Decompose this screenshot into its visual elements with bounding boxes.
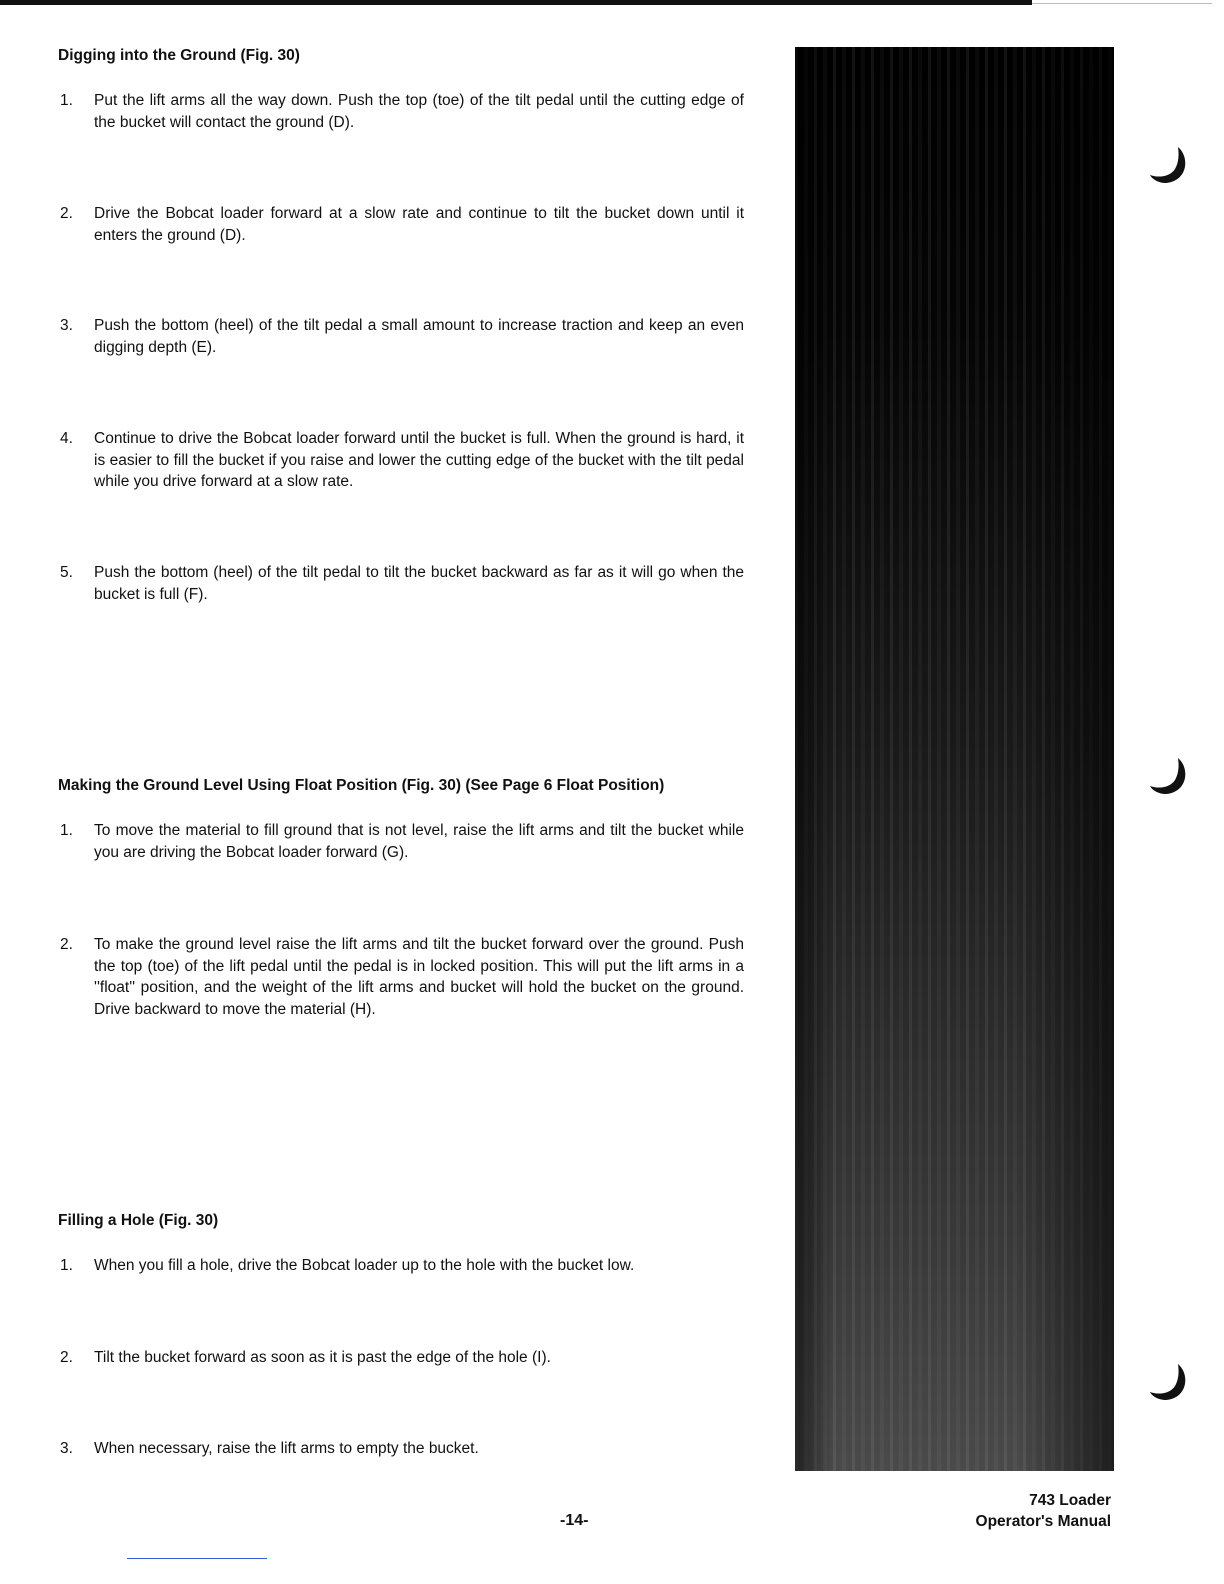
item-text: When you fill a hole, drive the Bobcat loader up to the hole with the bucket low. bbox=[94, 1257, 635, 1274]
bottom-rule bbox=[127, 1558, 267, 1559]
item-number: 2. bbox=[60, 936, 73, 953]
item-number: 2. bbox=[60, 1349, 73, 1366]
footer-manual-title bbox=[976, 1490, 1111, 1532]
page-number: -14- bbox=[560, 1512, 589, 1529]
top-rule-extension bbox=[1032, 3, 1212, 4]
item-text: Put the lift arms all the way down. Push the top (toe) of the tilt pedal until the cutting edge of the bucket will contact the ground (D). bbox=[94, 92, 744, 131]
item-number: 1. bbox=[60, 822, 73, 839]
list-item bbox=[58, 1438, 744, 1460]
section-filling-hole bbox=[58, 1212, 748, 1230]
section-heading: Filling a Hole (Fig. 30) bbox=[58, 1212, 219, 1229]
item-number: 3. bbox=[60, 1440, 73, 1457]
footer-model: 743 Loader bbox=[1029, 1492, 1111, 1509]
item-text: Tilt the bucket forward as soon as it is past the edge of the hole (I). bbox=[94, 1349, 551, 1366]
item-number: 5. bbox=[60, 564, 73, 581]
item-text: To make the ground level raise the lift arms and tilt the bucket forward over the ground. Push the top (toe) of the lift pedal until the pedal is in locked position. This will put the lift arms in a ''float'' position, and the weight of the lift arms and bucket will hold the bucket on the ground. Drive backward to move the material (H). bbox=[94, 936, 744, 1018]
list-item bbox=[58, 428, 744, 493]
list-item bbox=[58, 1347, 744, 1369]
list-item bbox=[58, 820, 744, 863]
section-heading: Making the Ground Level Using Float Position (Fig. 30) (See Page 6 Float Position) bbox=[58, 777, 665, 794]
section-digging bbox=[58, 47, 748, 65]
binder-hook-icon bbox=[1148, 1362, 1190, 1404]
item-text: Drive the Bobcat loader forward at a slow rate and continue to tilt the bucket down until it enters the ground (D). bbox=[94, 205, 744, 244]
list-item bbox=[58, 562, 744, 605]
item-text: Continue to drive the Bobcat loader forward until the bucket is full. When the ground is hard, it is easier to fill the bucket if you raise and lower the cutting edge of the bucket with the tilt pedal while you drive forward at a slow rate. bbox=[94, 430, 744, 490]
section-heading: Digging into the Ground (Fig. 30) bbox=[58, 47, 300, 64]
item-number: 4. bbox=[60, 430, 73, 447]
list-item bbox=[58, 203, 744, 246]
binder-hook-icon bbox=[1148, 145, 1190, 187]
item-number: 1. bbox=[60, 1257, 73, 1274]
binder-hook-icon bbox=[1148, 756, 1190, 798]
figure-photo-strip bbox=[795, 47, 1114, 1471]
item-number: 3. bbox=[60, 317, 73, 334]
item-text: When necessary, raise the lift arms to empty the bucket. bbox=[94, 1440, 479, 1457]
item-number: 2. bbox=[60, 205, 73, 222]
list-item bbox=[58, 934, 744, 1020]
item-text: Push the bottom (heel) of the tilt pedal to tilt the bucket backward as far as it will go when the bucket is full (F). bbox=[94, 564, 744, 603]
list-item bbox=[58, 315, 744, 358]
item-number: 1. bbox=[60, 92, 73, 109]
footer-manual: Operator's Manual bbox=[975, 1513, 1111, 1530]
section-float-position bbox=[58, 777, 748, 795]
top-rule bbox=[0, 0, 1032, 5]
item-text: Push the bottom (heel) of the tilt pedal a small amount to increase traction and keep an even digging depth (E). bbox=[94, 317, 744, 356]
list-item bbox=[58, 1255, 744, 1277]
item-text: To move the material to fill ground that is not level, raise the lift arms and tilt the bucket while you are driving the Bobcat loader forward (G). bbox=[94, 822, 744, 861]
list-item bbox=[58, 90, 744, 133]
